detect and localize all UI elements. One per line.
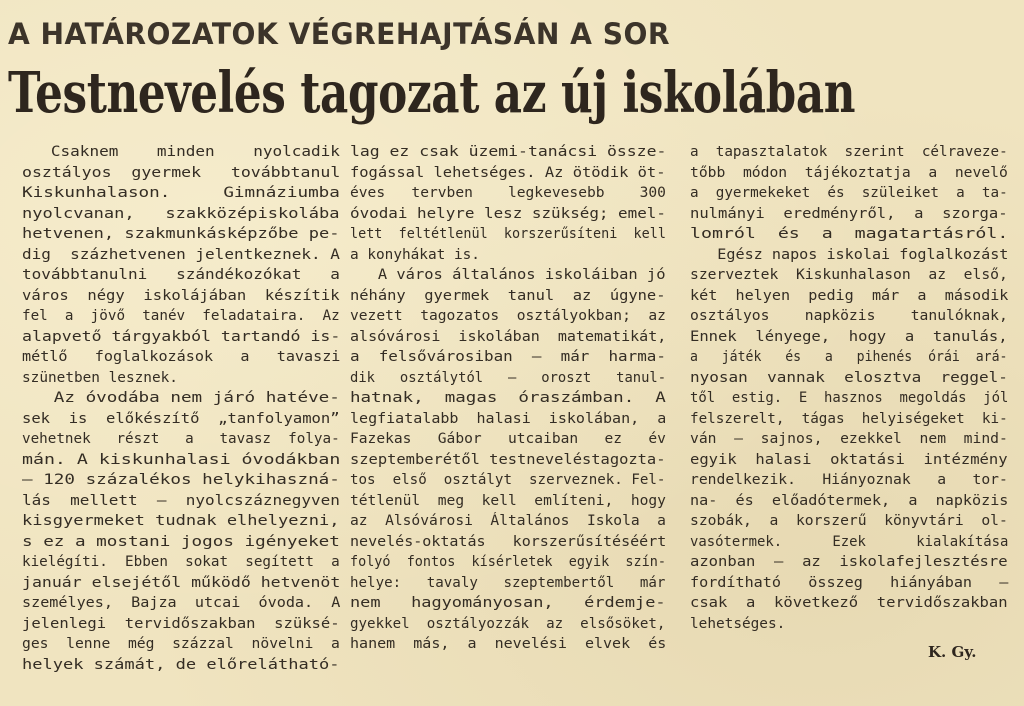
article-text-line: éves tervben legkevesebb 300 — [350, 185, 666, 201]
article-kicker: A HATÁROZATOK VÉGREHAJTÁSÁN A SOR — [8, 17, 670, 51]
article-text-line: na- és előadótermek, a napközis — [690, 492, 1009, 509]
article-text-line: Az óvodába nem járó hatéve- — [22, 390, 340, 406]
article-text-line: folyó fontos kísérletek egyik szín- — [350, 554, 666, 570]
article-text-line: város négy iskolájában készítik — [22, 287, 340, 304]
article-text-line: a felsővárosiban — már harma- — [350, 349, 666, 365]
article-text-line: személyes, Bajza utcai óvoda. A — [22, 595, 341, 611]
article-text-line: vehetnek részt a tavasz folya- — [22, 431, 340, 447]
article-text-line: lomról és a magatartásról. — [690, 226, 1009, 242]
article-text-line: vasótermek. Ezek kialakítása — [690, 533, 1009, 550]
article-text-line: tőbb módon tájékoztatja a nevelő — [690, 164, 1008, 181]
article-text-line: hatnak, magas óraszámban. A — [350, 390, 666, 406]
article-text-line: fogással lehetséges. Az ötödik öt- — [350, 164, 666, 181]
article-text-line: néhány gyermek tanul az úgyne- — [350, 287, 666, 304]
article-text-line: Ennek lényege, hogy a tanulás, — [690, 328, 1008, 345]
article-text-line: a játék és a pihenés órái ará- — [690, 349, 1008, 365]
article-text-line: nyolcvanan, szakközépiskolába — [22, 205, 340, 222]
article-text-line: A város általános iskoláiban jó — [350, 267, 666, 283]
article-text-line: tos első osztályt szerveznek. Fel- — [350, 472, 666, 488]
article-text-line: Fazekas Gábor utcaiban ez év — [350, 431, 666, 447]
article-text-line: továbbtanulni szándékozókat a — [22, 267, 340, 283]
article-text-line: dik osztálytól — oroszt tanul- — [350, 369, 667, 386]
article-text-line: osztályos gyermek továbbtanul — [22, 164, 341, 181]
article-signature: K. Gy. — [928, 643, 977, 661]
article-column-3 — [690, 142, 1008, 634]
article-text-line: rendelkezik. Hiányoznak a tor- — [690, 472, 1008, 488]
article-text-line: lett feltétlenül korszerűsíteni kell — [350, 226, 666, 242]
article-text-line: sek is előkészítő „tanfolyamon” — [22, 410, 340, 427]
article-headline: Testnevelés tagozat az új iskolában — [8, 60, 856, 126]
article-text-line: szobák, a korszerű könyvtári ol- — [690, 513, 1008, 529]
article-text-line: Kiskunhalason. Gimnáziumba — [22, 185, 340, 201]
article-text-line: szerveztek Kiskunhalason az első, — [690, 267, 1008, 283]
article-text-line: óvodai helyre lesz szükség; emel- — [350, 205, 666, 222]
article-text-line: helyek számát, de előrelátható- — [22, 656, 340, 673]
article-text-line: gyekkel osztályozzák az elsősöket, — [350, 615, 666, 632]
article-text-line: a tapasztalatok szerint célraveze- — [690, 144, 1008, 160]
article-text-line: nyosan vannak elosztva reggel- — [690, 369, 1008, 386]
article-text-line: kielégíti. Ebben sokat segített a — [22, 554, 340, 570]
article-text-line: fel a jövő tanév feladataira. Az — [22, 308, 340, 324]
article-text-line: ges lenne még százzal növelni a — [22, 636, 340, 652]
article-text-line: hanem más, a nevelési elvek és — [350, 636, 667, 652]
article-text-line: kisgyermeket tudnak elhelyezni, — [22, 513, 340, 529]
article-text-line: ván — sajnos, ezekkel nem mind- — [690, 431, 1008, 447]
article-text-line: lehetséges. — [690, 615, 786, 632]
article-column-1 — [22, 142, 340, 675]
article-text-line: felszerelt, tágas helyiségeket ki- — [690, 410, 1008, 427]
article-text-line: nem hagyományosan, érdemje- — [350, 595, 666, 611]
article-text-line: helye: tavaly szeptembertől már — [350, 574, 666, 591]
article-text-line: egyik halasi oktatási intézmény — [690, 451, 1008, 468]
article-text-line: Egész napos iskolai foglalkozást — [690, 246, 1009, 263]
article-text-line: az Alsóvárosi Általános Iskola a — [350, 513, 666, 529]
article-text-line: a gyermekeket és szüleiket a ta- — [690, 185, 1008, 201]
article-text-line: szeptemberétől testneveléstagozta- — [350, 451, 666, 468]
article-text-line: nevelés-oktatás korszerűsítéséért — [350, 533, 667, 550]
article-text-line: mán. A kiskunhalasi óvodákban — [22, 451, 341, 468]
article-text-line: alsóvárosi iskolában matematikát, — [350, 328, 667, 345]
article-text-line: től estig. E hasznos megoldás jól — [690, 390, 1009, 406]
article-text-line: azonban — az iskolafejlesztésre — [690, 554, 1008, 570]
article-text-line: lás mellett — nyolcszáznegyven — [22, 492, 340, 509]
article-text-line: s ez a mostani jogos igényeket — [22, 533, 340, 550]
article-text-line: jelenlegi tervidőszakban szüksé- — [22, 615, 340, 632]
article-text-line: hetvenen, szakmunkásképzőbe pe- — [22, 226, 340, 242]
article-text-line: fordítható összeg hiányában — — [690, 574, 1009, 591]
article-text-line: lag ez csak üzemi-tanácsi össze- — [350, 144, 667, 160]
article-text-line: szünetben lesznek. — [22, 369, 178, 386]
article-text-line: nulmányi eredményről, a szorga- — [690, 205, 1008, 222]
article-column-2 — [350, 142, 666, 655]
article-text-line: Csaknem minden nyolcadik — [22, 144, 340, 160]
article-text-line: dig százhetvenen jelentkeznek. A — [22, 246, 340, 263]
article-text-line: alapvető tárgyakból tartandó is- — [22, 328, 341, 345]
article-text-line: vezett tagozatos osztályokban; az — [350, 308, 666, 324]
article-text-line: métlő foglalkozások a tavaszi — [22, 349, 341, 365]
article-text-line: legfiatalabb halasi iskolában, a — [350, 410, 667, 427]
article-text-line: január elsejétől működő hetvenöt — [22, 574, 341, 591]
article-text-line: a konyhákat is. — [350, 246, 480, 263]
article-text-line: csak a következő tervidőszakban — [690, 595, 1008, 611]
article-text-line: tétlenül meg kell említeni, hogy — [350, 492, 666, 509]
article-text-line: két helyen pedig már a második — [690, 287, 1009, 304]
article-text-line: osztályos napközis tanulóknak, — [690, 308, 1008, 324]
article-text-line: — 120 százalékos helykihaszná- — [22, 472, 340, 488]
